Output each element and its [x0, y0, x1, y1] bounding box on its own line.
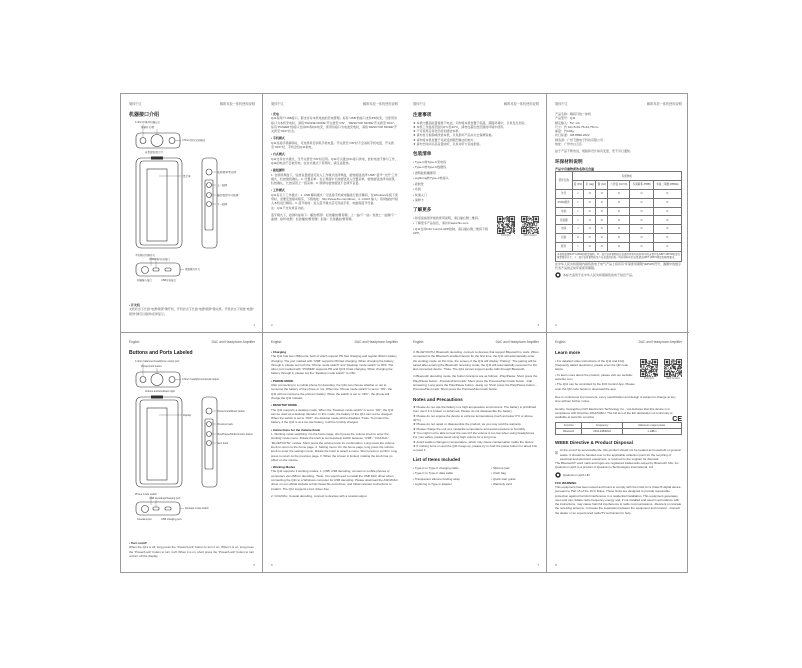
list-item: • Lightning转Type-C转接头 [413, 176, 449, 181]
page-number: 5 [253, 563, 255, 567]
label-usb-port: USB decoding/charging port [149, 497, 181, 500]
list-item: • Type-C to Type-C data cable [413, 471, 453, 476]
table-cell: 包装 [556, 233, 573, 242]
paragraph: The Q11 has two USB ports, both of which support PD fast charging and regular lithium battery charging. The port marked with “USB” supports PD fast charging. When charging the battery through it, please set both the “Phone mode switch” and “Desktop mode switch” to OFF. The other port marked with “POWER” supports PD and QC3.0 fast charging. When charging the battery through it, please set the “Desktop mode switch” to OFF. [271, 354, 397, 376]
table-cell: O [584, 233, 596, 242]
label-side-button: 下一曲键 [217, 202, 228, 206]
crossed-bin-icon [555, 448, 558, 457]
table-cell: PCBA组件 [556, 198, 573, 207]
rf-table [555, 422, 682, 435]
list-item: • Transparent silicone binding strap [413, 476, 460, 481]
qr-code-icon [640, 359, 658, 377]
subheading: • Charging [271, 350, 287, 354]
section-heading: List of Items Included [413, 457, 461, 463]
paragraph: 重量：约108g [555, 129, 574, 134]
logo-icon [555, 472, 561, 478]
paragraph: ★ 不可使用任何化学溶剂清洁本机。 [413, 129, 462, 134]
paragraph: Due to continuous improvement, every specification and design is subject to change at any time without further notice. [555, 395, 676, 404]
header-title: 解码耳放一体机使用说明 [362, 102, 398, 106]
table-header: Frequency [582, 422, 622, 428]
table-row [556, 216, 682, 225]
table-cell: O [596, 190, 608, 199]
table-cell: O [596, 242, 608, 251]
usb-port-icon [165, 507, 171, 510]
label-power-lock: Power/Lock button [141, 365, 162, 368]
label-side-button: Power/Lock/Reset button [217, 409, 245, 413]
paragraph: ★ Please do not expose the device to extreme temperatures (such as below 0°C or above 40°C). [413, 413, 533, 423]
qr-code-icon [664, 359, 682, 377]
list-item: • Quick start guide [491, 476, 516, 481]
header-title: 解码耳放一体机使用说明 [646, 102, 682, 106]
paragraph: Hereby, Guangzhou FiiO Electronics Technology Co., Ltd declares that this device is in compliance with Directive 2014/53/EU. The full text of the EU declaration of conformity is available at www.fiio.com/doc [555, 406, 673, 420]
manual-page [547, 94, 689, 333]
list-item: • Type-C to Type-C charging cable [413, 465, 459, 470]
table-cell: O [608, 242, 630, 251]
table-cell: O [630, 207, 653, 216]
subheading: 产品中有害物质的名称及含量 [555, 167, 595, 172]
device-front-view [136, 158, 182, 248]
paragraph: 产品型号：Q11 [555, 116, 576, 121]
manual-page [405, 94, 547, 333]
paragraph: 关机状态下长按“电源/锁屏”键开机，开机状态下长按“电源/锁屏”键关机。开机状态下短按“电源/锁屏”键可以熄屏/亮屏显示。 [129, 307, 254, 316]
list-item: • 如需查看更详细的使用说明，请扫描右侧二维码。 [413, 215, 481, 220]
table-cell: O [608, 190, 630, 199]
paragraph: Q11支持台式模式，当开关拨至“ON”时启用。Q11可以通过DC接口供电，此时电池不参与工作，Q11的电池不会被充电。在台式模式下使用时，请注意散热。 [271, 156, 398, 165]
paragraph: 1. 在锁屏界面下，轻按音量旋钮可进入工作模式选择界面，旋转旋钮选择“USB”“蓝牙”“光纤”工作模式，轻按旋钮确认。2. 设置菜单：在主界面中长按旋钮进入设置菜单，旋转旋钮选择功能项，轻按确认，长按返回上一级菜单。3. 锁屏时旋转旋钮不会调节音量。 [271, 172, 398, 186]
device-top-view [136, 372, 180, 387]
device-diagram [121, 94, 263, 294]
qr-code [521, 216, 539, 238]
paragraph: 注：Q11不支持录音功能。 [271, 205, 307, 210]
qr-caption: FiiO Q11 [501, 233, 511, 237]
paragraph: ★ 本机工作温度范围为0°C至40°C，请勿在超出此范围的环境中使用。 [413, 124, 507, 129]
page-number: 2 [271, 323, 273, 327]
table-header: 铅 (Pb) [572, 181, 584, 190]
label-side-button: Previous track [217, 422, 233, 426]
paragraph: ★ 本机内置高能量锂离子电池，切勿将本机放置于高温、潮湿环境中，以免发生危险。 [413, 120, 528, 125]
usb-port-icon [165, 268, 171, 271]
table-cell: O [653, 242, 681, 251]
subheading: • 手机模式 [271, 136, 285, 141]
table-row [556, 225, 682, 234]
page-body [555, 112, 682, 278]
label-usb-port: USB解码/充电接口 [149, 258, 170, 261]
logo-line [555, 472, 682, 478]
paragraph: 尺寸：约 101.5x61.75x12.75mm [555, 124, 599, 129]
label-phone-mode: Phone mode switch [135, 493, 157, 496]
header-title: DAC and Headphone Amplifier [638, 340, 682, 344]
table-cell: O [630, 233, 653, 242]
table-cell: O [630, 216, 653, 225]
paragraph: 3. BLUETOOTH: Bluetooth decoding, connect to devices that support Bluetooth to work. When connected to the Bluetooth-enabled device for the first time, the Q11 will automatically enter the working mode. At this time, the screen of the Q11 will display “Pairing”. The pairing will be saved after entering the Bluetooth receiving mode; the Q11 will automatically reconnect to the last connected device. *Note: The Q11 cannot support audio calls through Bluetooth. [413, 350, 539, 372]
label-side-button: Play/Pause/Multi-function button [217, 432, 253, 436]
paragraph: The Q11 supports 3 working modes: 1. USB: USB decoding, connect to mobile phones or computers via USB for decoding. *Note: You would need to install the USB DAC driver when connecting the Q11 to a Windows computer for USB decoding. Please download the ASIO/DAC driver on our official website at http://www.fiio.com/driver, and follow relevant instructions to install it. The Q11 supports Linux driver-free. [271, 469, 398, 491]
subheading: • 充电 [271, 112, 279, 116]
manual-page [121, 333, 263, 572]
paragraph: 执行标准：GB 8898-2022 [555, 133, 590, 138]
table-cell: 配件 [556, 242, 573, 251]
paragraph: ★ If nothing turns on and the Q11 hangs up, please try to hold the power button for about 10s to reset it. [413, 443, 537, 453]
logo-line-text: 本标志适用于在中华人民共和国销售的电子信息产品。 [563, 272, 636, 277]
qr-caption: FiiO Q11 [644, 376, 654, 380]
label-volume-knob: 音量旋钮/指示灯 [145, 151, 164, 154]
table-row [556, 207, 682, 216]
manual-page [405, 333, 547, 572]
table-cell: × [572, 225, 584, 234]
items-list [413, 466, 539, 488]
logo-tab [151, 157, 163, 160]
paragraph: ★ Please do not repair or disassemble the product, as you may void the warranty. [413, 422, 522, 427]
paragraph: Q11有两个USB接口，都支持对本机电池的充电管理。标有“USB”的接口支持PD快充，当使用该接口为本机充电时，请将“PHONE MODE”开关拨至“ON”，“DESKTOP MODE”开关拨至“OFF”。标有“POWER”的接口支持PD和QC快充，使用该接口为电池充电时，请将“DESKTOP MODE”开关拨至“OFF”状态。 [271, 116, 398, 134]
table-header: 镉 (Cd) [596, 181, 608, 190]
headphone-port-icon [169, 138, 175, 144]
header-language: 简体中文 [555, 102, 568, 106]
device-side-view [202, 158, 217, 248]
weee-text: At the end of its serviceable life, this product should not be treated as household or general waste. It should be handed over to the applicable collection point for the recycling of electrical and electronic equipment, or returned to the supplier for disposal. [559, 448, 681, 461]
header-language: 简体中文 [413, 102, 426, 106]
qr-caption: FiiO Control [666, 376, 680, 380]
paragraph: 蓝牙模式下，按键功能如下：播放/暂停：轻按播放/暂停键；上一曲/下一曲：短按上一曲键/下一曲键；接听/挂断：轻按播放/暂停键；拒接：长按播放/暂停键。 [271, 212, 398, 222]
table-cell: O [584, 216, 596, 225]
hazard-substance-table [555, 171, 682, 251]
volume-knob-icon [151, 135, 163, 147]
paragraph: 制造商：广州飞傲电子科技有限公司 [555, 137, 604, 142]
table-cell: 连接器 [556, 216, 573, 225]
table-header: 汞 (Hg) [584, 181, 596, 190]
qr-codes [640, 359, 682, 381]
table-row [556, 233, 682, 242]
table-cell: Bluetooth [556, 428, 582, 434]
list-item: • Silicone pad [491, 465, 510, 470]
label-side-button: 播放/暂停/多功能键 [217, 193, 239, 197]
manual-page [263, 94, 405, 333]
page-body [413, 350, 539, 488]
header-language: English [129, 340, 140, 344]
manual-page [121, 94, 263, 333]
device-side-view [202, 397, 217, 487]
label-headphone-output: 3.5mm耳机/光纤输出 [182, 139, 206, 142]
section-heading: Notes and Precautions [413, 396, 463, 402]
page-number: 4 [555, 323, 557, 327]
table-cell: O [653, 207, 681, 216]
label-usb-charging: USB充电接口 [161, 279, 177, 282]
table-cell: 1.1dBm [622, 428, 681, 434]
subheading: • 台式模式 [271, 152, 285, 157]
table-cell: O [596, 207, 608, 216]
label-power-lock: 屏幕开关/锁 [141, 126, 155, 129]
table-cell: O [630, 242, 653, 251]
table-cell: O [584, 225, 596, 234]
side-button-icon [206, 408, 212, 414]
list-item: • The Q11 can be controlled by the FiiO Control App. Please scan the QR code below to download the app. [555, 382, 635, 391]
manual-page [547, 333, 689, 572]
label-balanced-output: 4.4mm balanced headphone output port [135, 360, 180, 363]
table-header: 多溴联苯 (PBB) [630, 181, 653, 190]
qr-code [640, 359, 658, 381]
page-number: 1 [253, 323, 255, 327]
volume-knob-icon [151, 374, 163, 386]
table-row [556, 428, 682, 434]
header-language: 简体中文 [129, 102, 142, 106]
table-cell: 电线 [556, 225, 573, 234]
paragraph: 2. COAXIAL: Coaxial decoding, connect to devices with a coaxial output. [271, 493, 368, 498]
page-body [413, 112, 539, 236]
list-item: • Type-C转Type-C充电线 [413, 159, 447, 164]
list-item: • Q11支持FiiO Control APP控制，请扫描右侧二维码下载APP。 [413, 226, 489, 236]
list-item: • 了解更多产品信息，请访问www.fiio.com [413, 221, 469, 226]
list-item: • Lightning to Type-C adapter [413, 482, 452, 487]
label-desktop-mode: Desktop mode switch [185, 507, 209, 510]
table-cell: O [608, 207, 630, 216]
label-headphone-output: 3.5mm headphone/coaxial output [182, 378, 219, 381]
device-top-view [136, 133, 180, 148]
table-cell: O [630, 225, 653, 234]
list-item: • 保修卡 [413, 198, 424, 203]
table-cell: O [596, 233, 608, 242]
manual-page [263, 333, 405, 572]
subheading: • Instructions for the Volume Knob [271, 427, 321, 432]
table-cell: O [653, 198, 681, 207]
subheading: • Turn on/off [129, 541, 147, 545]
usb-port-icon [153, 268, 159, 271]
label-display: 显示屏 [183, 175, 191, 178]
paragraph: The Bluetooth® word mark and logos are registered trademarks owned by Bluetooth SIG, Inc. Qualcomm aptX is a product of Qualcomm Technologies International, Ltd. [555, 461, 680, 470]
section-heading: 注意事项 [413, 112, 432, 117]
subheading: • Working Modes [271, 465, 296, 470]
subheading: • PHONE MODE [271, 378, 294, 383]
paragraph: ★ 请勿将本机放置于可能受到强烈撞击的地方。 [413, 137, 477, 142]
qr-code [664, 359, 682, 381]
table-cell: O [653, 190, 681, 199]
paragraph: ★ Please charge the unit at a moderate temperature and avoid exposure to humidity. [413, 426, 526, 431]
paragraph: 额定输入：5V⎓2A [555, 120, 580, 125]
subheading: FCC WARNING [555, 480, 577, 485]
table-note: 本表格依据SJ/T 11364的规定编制。O：表示该有害物质在该部件所有均质材料中的含量均在GB/T 26572规定的限量要求以下。×：表示该有害物质至少在该部件的某一均质材料中的含量超出GB/T 26572规定的限量要求。 [555, 252, 682, 262]
list-item: • Warranty card [491, 482, 512, 487]
table-header: 有害物质 [572, 172, 682, 181]
device-front-view [136, 397, 182, 487]
manual-sheet [120, 93, 688, 573]
section-title: Buttons and Ports Labeled [129, 350, 193, 356]
label-phone-mode: 手机模式切换开关 [135, 254, 156, 257]
ce-mark: CE [672, 415, 682, 423]
table-cell: O [584, 207, 596, 216]
display-screen [147, 408, 167, 480]
paragraph: ★ Please do not use the battery in a high-temperature environment. The battery is prohibited from use if it is broken or deformed. Please do not disassemble the battery. [413, 405, 537, 414]
header-language: English [271, 340, 282, 344]
subheading: • DESKTOP MODE [271, 403, 298, 408]
device-diagram [121, 333, 263, 533]
table-cell: × [572, 216, 584, 225]
logo-icon [555, 272, 561, 278]
paragraph: ★ 请勿自行拆卸或改装本机，以免损坏产品并失去保修资格。 [413, 133, 495, 138]
subheading: • 工作模式 [271, 188, 285, 193]
page-header [271, 101, 398, 106]
table-cell: O [608, 198, 630, 207]
side-button-icon [207, 422, 212, 427]
table-cell: O [584, 190, 596, 199]
coaxial-input-icon [142, 506, 149, 513]
table-row [556, 190, 682, 199]
header-title: DAC and Headphone Amplifier [354, 340, 398, 344]
table-cell: O [596, 216, 608, 225]
side-button-icon [207, 183, 212, 188]
section-heading: 了解更多 [413, 207, 432, 213]
device-bottom-view [136, 263, 180, 276]
table-cell: 电池 [556, 207, 573, 216]
paragraph: ★ Avoid sudden changes in temperature, which may cause condensation inside the device. [413, 439, 535, 444]
section-title: 机器接口介绍 [129, 112, 160, 118]
label-usb-charging: USB charging port [161, 518, 182, 521]
header-title: 解码耳放一体机使用说明 [503, 102, 539, 106]
paragraph: 由于产品不断改进，规格和设计如有变更，恕不另行通知。 [555, 149, 634, 154]
table-cell: 外壳 [556, 190, 573, 199]
paragraph: This equipment has been tested and found to comply with the limits for a Class B digital device, pursuant to Part 15 of the FCC Rules. These limits are designed to provide reasonable protection against harmful interference in a residential installation. This equipment generates, uses and can radiate radio frequency energy and, if not installed and used in accordance with the instructions, may cause harmful interference to radio communications. -Reorient or relocate the receiving antenna. -Increase the separation between the equipment and receiver. -Consult the dealer or an experienced radio/TV technician for help. [555, 484, 682, 515]
header-title: 解码耳放一体机使用说明 [219, 102, 255, 106]
table-header: 部件名称 [556, 172, 573, 190]
display-screen [147, 169, 167, 241]
qr-code-icon [521, 216, 539, 234]
table-header: Maximum output power [622, 422, 681, 428]
qr-code [497, 216, 515, 238]
table-row [556, 242, 682, 251]
header-language: 简体中文 [271, 102, 284, 106]
table-cell: O [653, 233, 681, 242]
paragraph: ★ 请勿长时间以高音量收听，以免对听力造成损害。 [413, 141, 483, 146]
label-desktop-mode: 桌面模式开关 [185, 268, 201, 271]
table-header: 六价铬 (Cr(VI)) [608, 181, 630, 190]
page-header [413, 340, 539, 344]
table-cell: O [584, 198, 596, 207]
list-item: • 透明硅胶捆绑带 [413, 170, 436, 175]
list-item: • To learn more about the product, please visit our website: www.fiio.com [555, 372, 633, 381]
page-header [555, 101, 682, 106]
table-cell: × [572, 242, 584, 251]
list-item: • Type-C转Type-C数据线 [413, 165, 447, 170]
paragraph: 产品名称：解码耳放一体机 [555, 112, 592, 116]
usb-port-icon [153, 507, 159, 510]
table-cell: O [630, 198, 653, 207]
label-balanced-output: 4.4mm平衡耳机输出口 [135, 121, 161, 124]
label-display: Display [183, 414, 192, 417]
page-header [555, 340, 682, 344]
page-number: 3 [537, 323, 539, 327]
table-header: Function [556, 422, 582, 428]
paragraph: Q11有以下工作模式：1. USB 解码模式：可连接手机或电脑进行数字解码，在Windows系统下使用时，需要安装驱动程序，下载地址：http://www.fiio.com/driver。2. COAX 输入：将同轴信号接入本机进行解码。3. 蓝牙接收：进入蓝牙模式后可连接手机、电脑等蓝牙设备。 [271, 192, 399, 206]
page-number: 8 [555, 563, 557, 567]
section-heading: Learn more [555, 350, 581, 355]
header-title: DAC and Headphone Amplifier [495, 340, 539, 344]
qr-caption: FiiO Control [523, 233, 537, 237]
page-number: 6 [271, 563, 273, 567]
device-bottom-view [136, 502, 180, 515]
logo-tab [151, 396, 163, 399]
side-button-icon [207, 441, 212, 446]
table-cell: O [653, 216, 681, 225]
table-cell: O [630, 190, 653, 199]
header-title: DAC and Headphone Amplifier [211, 340, 255, 344]
page-header [271, 340, 398, 344]
logo-line [555, 272, 682, 278]
page-body [271, 350, 398, 498]
paragraph: ★ You might not be able to hear the sound if the volume is too low when using headphones. For your safety, please avoid using high volume for a long time. [413, 430, 535, 440]
label-coaxial-input: 同轴输入接口 [137, 279, 153, 282]
section-heading: WEEE Directive & Product Disposal [555, 439, 633, 445]
paragraph: When the Q11 is off, long press the “Power/Lock” button to turn it on. When it is on, long press the “Power/Lock” button to turn it off. When it is on, short press the “Power/Lock” button to turn on/turn off the display. [129, 545, 255, 558]
balanced-port-icon [140, 377, 146, 383]
section-heading: 环保材料说明 [555, 158, 583, 164]
logo-line-text: Qualcomm aptX HD [563, 472, 590, 477]
page-body [271, 112, 398, 222]
headphone-port-icon [169, 377, 175, 383]
list-item: • 快速入门 [413, 192, 427, 197]
table-cell: 2402-2480MHz [582, 428, 622, 434]
side-button-icon [206, 169, 212, 175]
table-cell: O [596, 225, 608, 234]
paragraph: In Bluetooth decoding mode, the button functions are as follows: -Play/Pause: Short press the Play/Pause button. -Previous/Next track: Short press the Previous/Next track button. -Call answering: Long press the Play/Pause button. -Hang up: Short press the Play/Pause button. -Previous/Next track: Short press the Previous/Next track button. [413, 374, 538, 392]
header-language: English [555, 340, 566, 344]
page-number: 7 [537, 563, 539, 567]
list-item: • 布袋 [413, 187, 421, 192]
page-header [413, 101, 539, 106]
coaxial-input-icon [142, 267, 149, 274]
list-item: • Cloth bag [491, 471, 506, 476]
table-cell: O [608, 216, 630, 225]
subheading: • 开关机 [129, 303, 140, 307]
list-item: • 硅胶垫 [413, 181, 424, 186]
table-cell: × [572, 190, 584, 199]
table-cell: O [572, 233, 584, 242]
subheading: • 旋钮操作 [271, 168, 285, 173]
weee-notice [555, 448, 682, 461]
table-cell: O [608, 225, 630, 234]
qr-codes [497, 216, 539, 238]
balanced-port-icon [140, 138, 146, 144]
side-button-icon [207, 432, 212, 437]
paragraph: After connecting to a mobile phone for decoding, the Q11 can choose whether or not to consume the battery of the phone or not. When the “Phone mode switch” is set to “ON”, the Q11 will not consume the phone’s battery. When the switch is set to “OFF”, the phone will charge the Q11 instead. [271, 383, 393, 400]
header-language: English [413, 340, 424, 344]
label-side-button: 上一曲键 [217, 183, 228, 187]
paragraph: Q11连接手机解码时，可选择是否消耗手机电量。开关拨至“ON”时不会消耗手机电量，开关拨至“OFF”时，手机会给Q11供电。 [271, 140, 394, 150]
label-volume-knob: Volume knob/indicator light [145, 390, 175, 393]
paragraph: The Q11 supports a desktop mode. When the “Desktop mode switch” is set to “ON”, the Q11 can be used as a desktop decoder. In this mode, the battery of the Q11 can not be charged. When the switch is set to “OFF”, the desktop mode will be disabled. *Note: To protect the battery, if the Q11 is at a too low battery, it will be forcibly charged. [271, 407, 394, 425]
paragraph: 地址：广州市白云区 [555, 142, 583, 147]
side-button-icon [207, 202, 212, 207]
label-side-button: 电源/锁屏/复位键 [217, 170, 236, 174]
table-header: 多溴二苯醚 (PBDE) [653, 181, 681, 190]
paragraph: 在中华人民共和国境内销售的电子电气产品上将印有“环保使用期限”(EPUP)符号，圆圈中的数字代表产品的正常环保使用期限。 [555, 261, 682, 270]
qr-code-icon [497, 216, 515, 234]
table-cell: × [572, 207, 584, 216]
label-coaxial-input: Coaxial input [137, 518, 152, 521]
table-cell: O [653, 225, 681, 234]
side-button-icon [207, 193, 212, 198]
table-cell: × [572, 198, 584, 207]
table-row [556, 198, 682, 207]
page-body [555, 350, 682, 515]
paragraph: 1. Working mode switching: On the home page, short press the volume knob to enter the working mode menu. Rotate the knob to successively switch between “USB”, “COAXIAL”, “BLUETOOTH” modes. Short press the volume knob for confirmation. Long press the volume knob to return to the home page. 2. Setting menu: On the home page, long press the volume knob to enter the settings menu. Rotate the knob to select a menu. Short press to confirm, long press to return to the previous page. 3. When the screen is locked, rotating the knob has no effect on the volume. [271, 432, 398, 462]
table-cell: O [596, 198, 608, 207]
label-side-button: Next track [217, 441, 229, 445]
table-cell: O [584, 242, 596, 251]
table-cell: O [608, 233, 630, 242]
list-item: • For detailed video instructions of the Q11 and FAQ (frequently asked questions), please scan the QR code below. [555, 358, 629, 372]
section-heading: 包装清单 [413, 151, 432, 157]
